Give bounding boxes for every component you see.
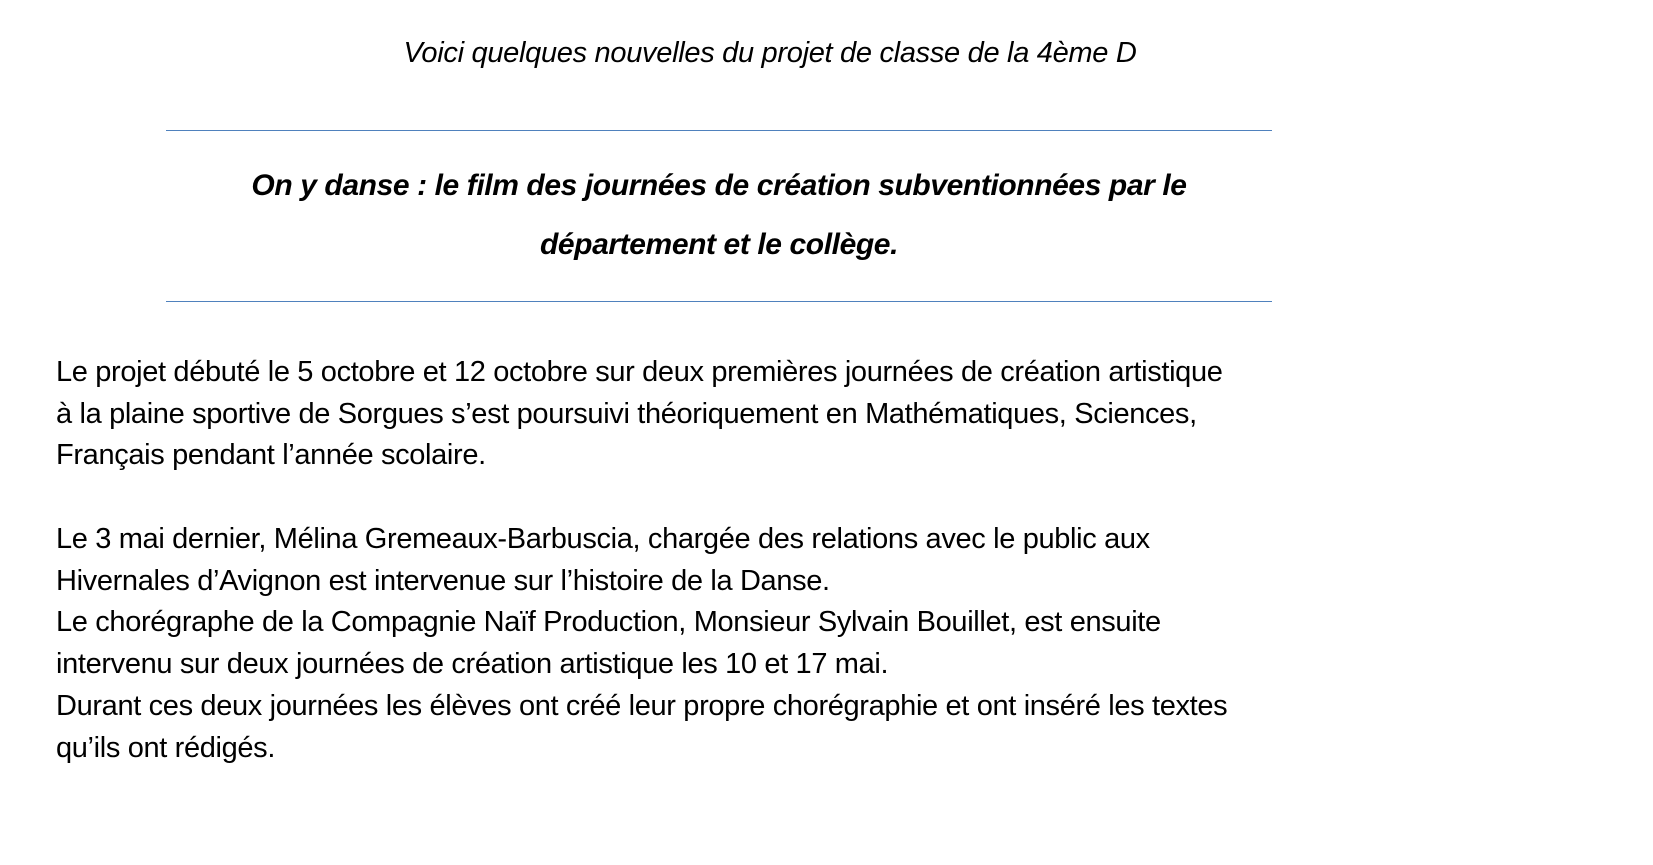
headline-line-2: département et le collège. [539, 228, 899, 261]
paragraph-line: Durant ces deux journées les élèves ont créé leur propre chorégraphie et ont inséré les textes [56, 689, 1228, 722]
paragraph-line: Le 3 mai dernier, Mélina Gremeaux-Barbuscia, chargée des relations avec le public aux [56, 523, 1150, 555]
paragraph-line: Hivernales d’Avignon est intervenue sur l’histoire de la Danse. [56, 564, 830, 597]
intro-line: Voici quelques nouvelles du projet de classe de la 4ème D [403, 37, 1137, 69]
paragraph-line: Le chorégraphe de la Compagnie Naïf Production, Monsieur Sylvain Bouillet, est ensuite [56, 606, 1161, 639]
paragraph-line: Le projet débuté le 5 octobre et 12 octobre sur deux premières journées de création artistique [56, 356, 1223, 388]
paragraph-line: qu’ils ont rédigés. [56, 731, 276, 764]
bottom-divider [166, 301, 1272, 302]
paragraph-line: intervenu sur deux journées de création artistique les 10 et 17 mai. [56, 648, 889, 681]
top-divider [166, 130, 1272, 131]
paragraph-1 [56, 352, 1496, 477]
headline [150, 156, 1288, 274]
paragraph-2 [56, 519, 1496, 769]
headline-line-1: On y danse : le film des journées de création subventionnées par le [251, 169, 1187, 202]
paragraph-line: à la plaine sportive de Sorgues s’est poursuivi théoriquement en Mathématiques, Sciences, [56, 397, 1197, 430]
paragraph-line: Français pendant l’année scolaire. [56, 439, 486, 472]
